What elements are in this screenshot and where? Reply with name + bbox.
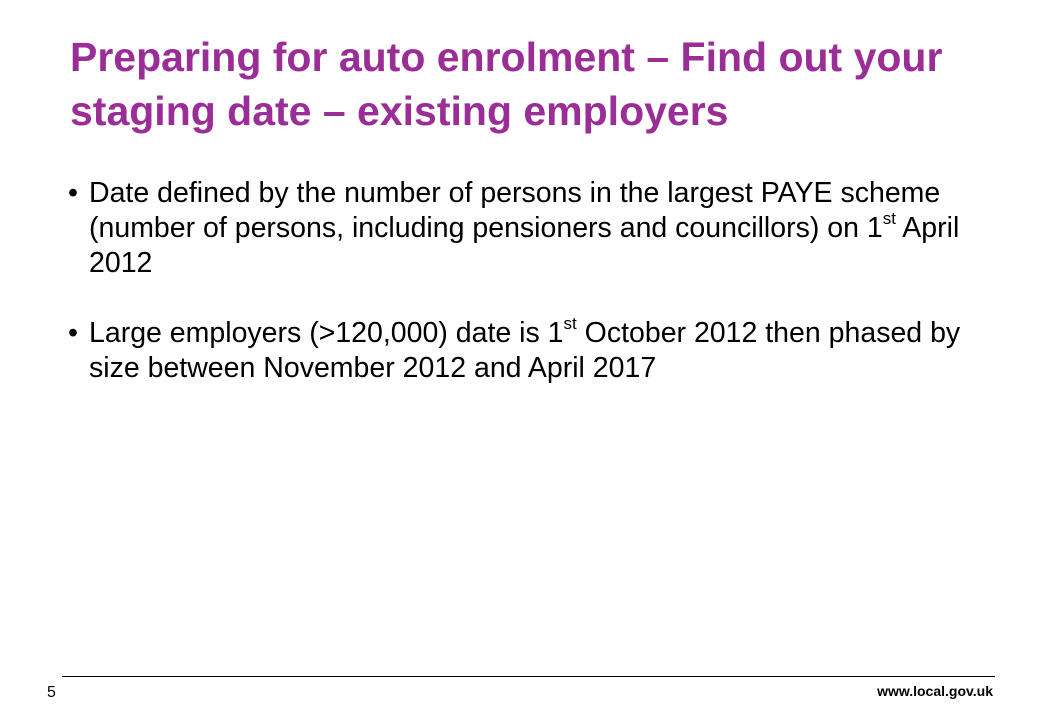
bullet-text-end: April 2012 — [89, 212, 960, 279]
bullet-text-start: Large employers (>120,000) date is 1 — [89, 317, 564, 349]
slide-title: Preparing for auto enrolment – Find out your staging date – existing employers — [70, 34, 943, 134]
ordinal-suffix: st — [563, 313, 577, 333]
bullet-item — [68, 313, 988, 386]
footer-url: www.local.gov.uk — [877, 683, 993, 699]
page-number: 5 — [47, 684, 56, 701]
footer-divider — [62, 676, 995, 677]
bullet-icon: • — [68, 317, 78, 349]
ordinal-suffix: st — [882, 208, 896, 228]
bullet-text-end: October 2012 then phased by size between November 2012 and April 2017 — [89, 317, 961, 384]
bullet-text-start: Date defined by the number of persons in the largest PAYE scheme (number of persons, including pensioners and councillors) on 1 — [89, 177, 941, 244]
bullet-icon: • — [68, 177, 78, 209]
bullet-item — [68, 176, 988, 281]
bullet-list — [68, 176, 988, 421]
